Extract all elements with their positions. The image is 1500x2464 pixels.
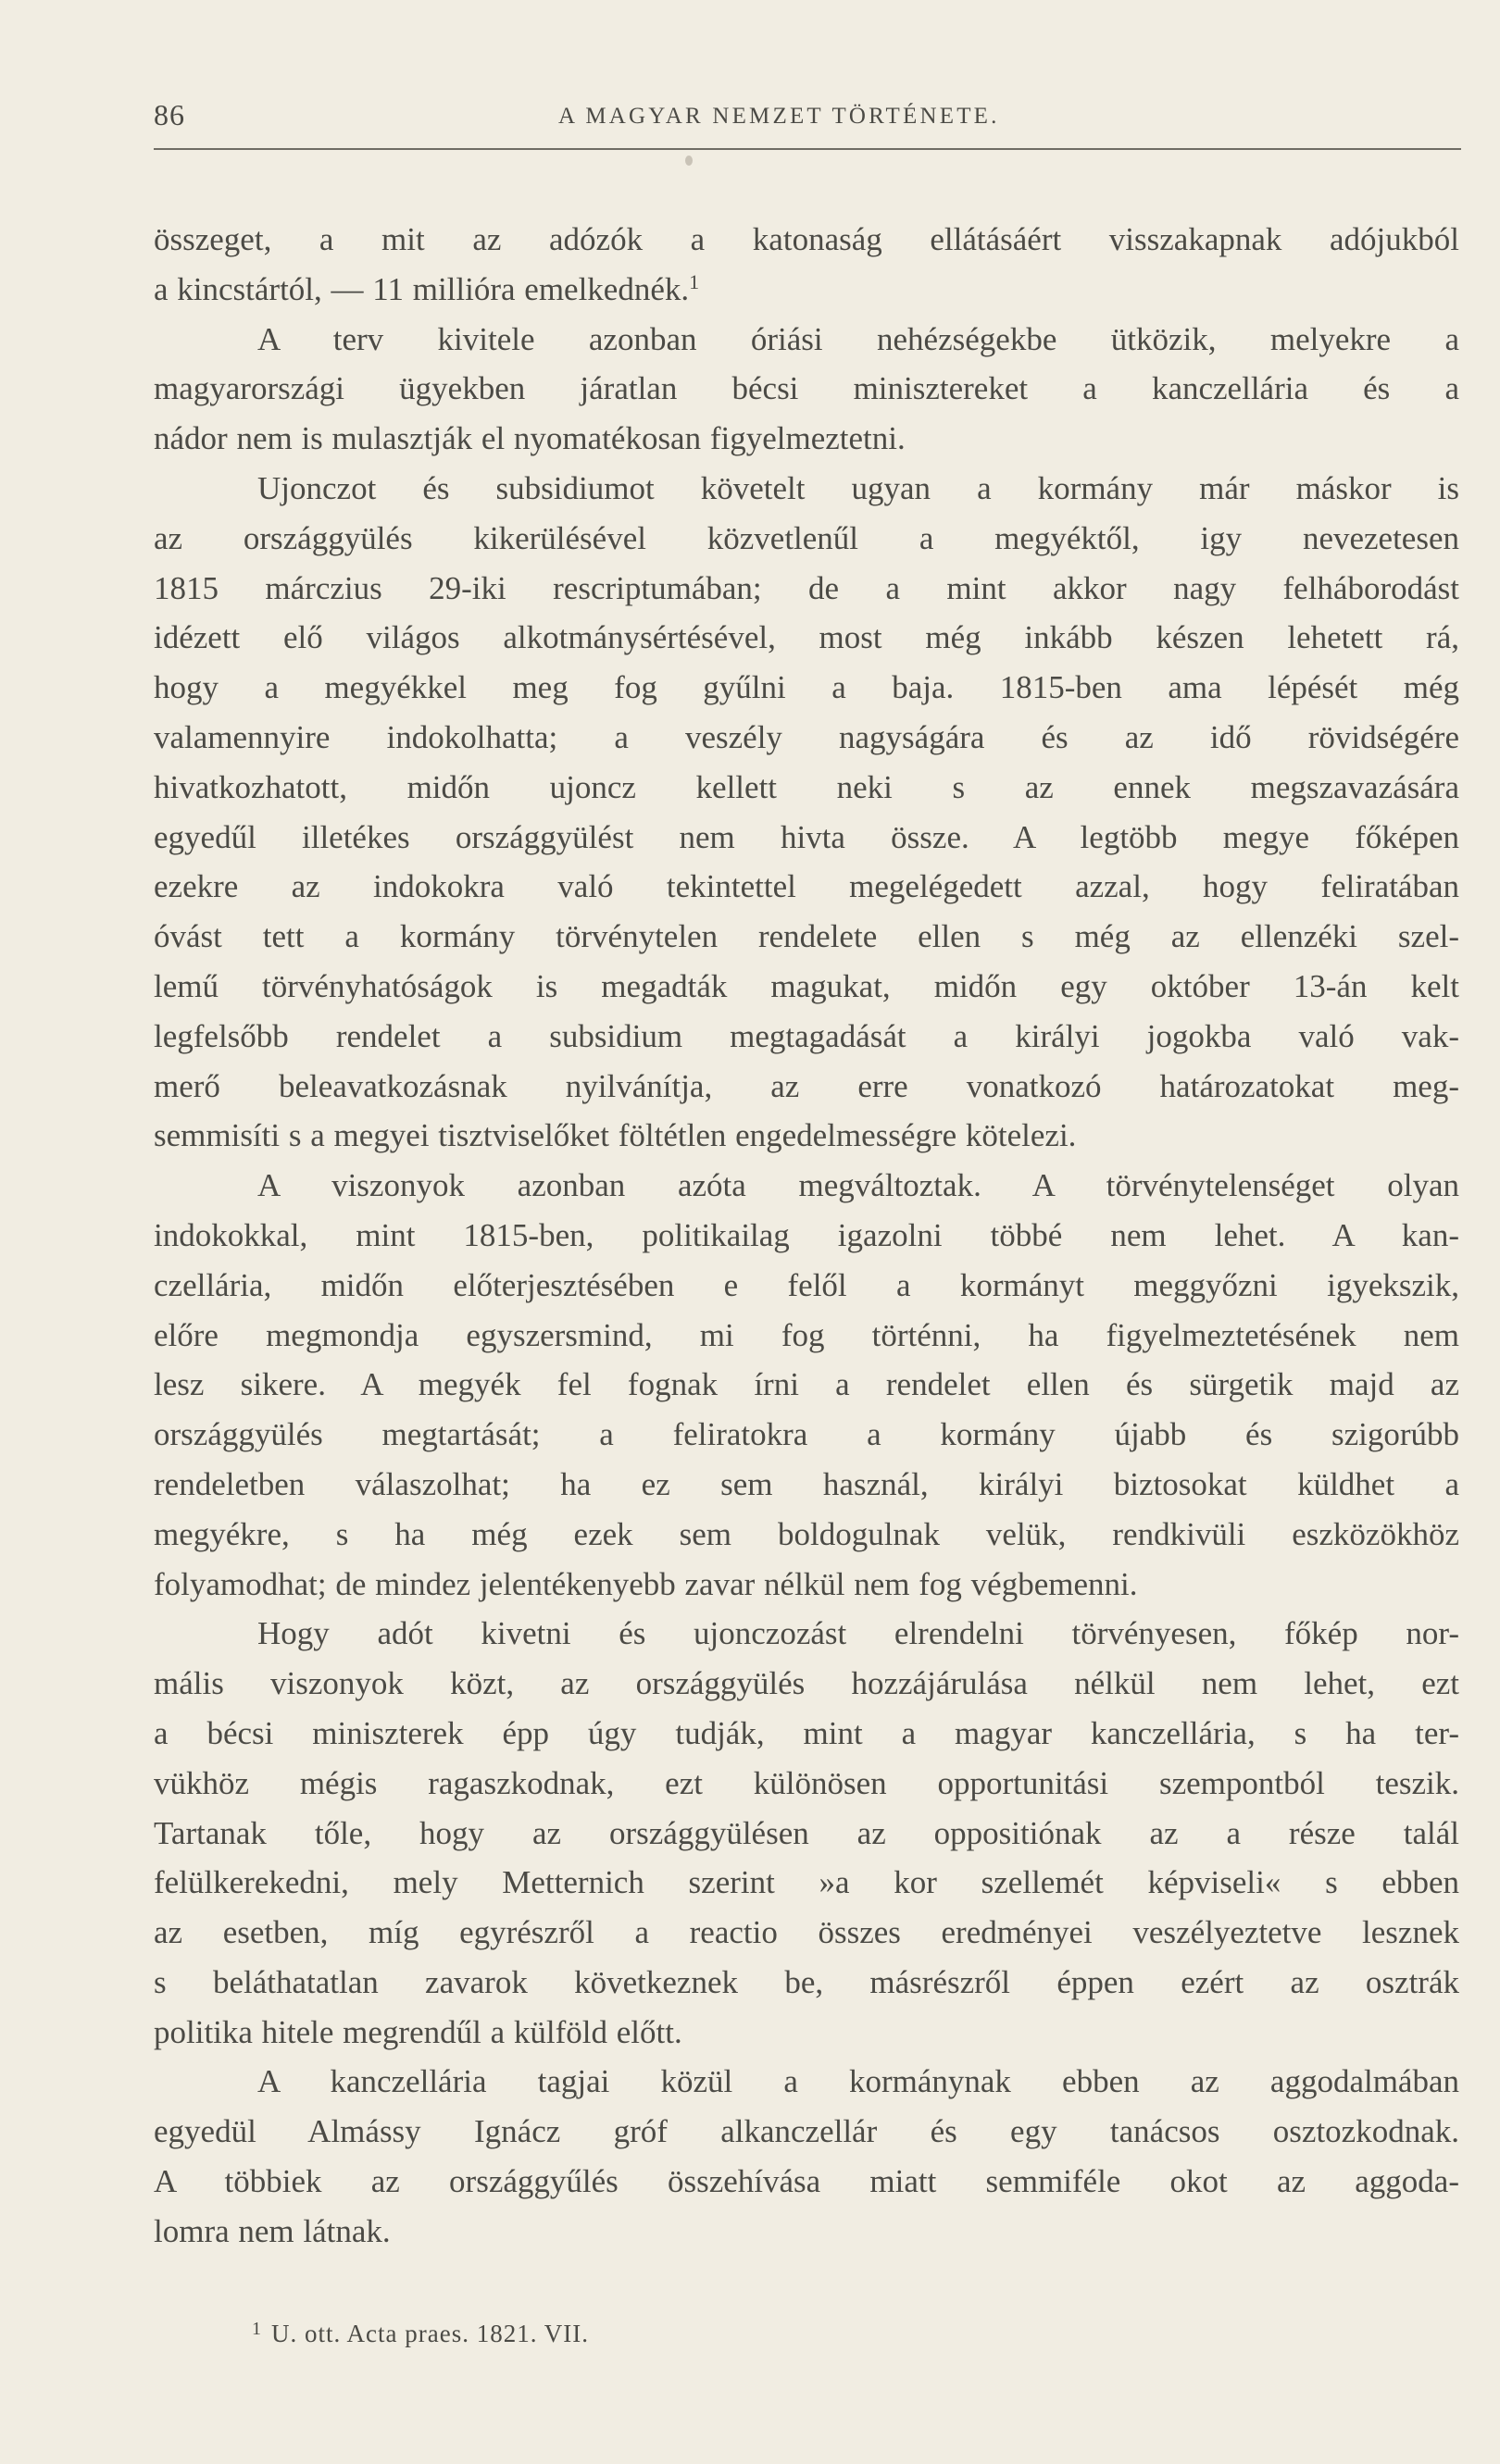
text-line: lesz sikere. A megyék fel fognak írni a rendelet ellen és sürgetik majd az xyxy=(154,1366,1459,1403)
text-line: A terv kivitele azonban óriási nehézségekbe ütközik, melyekre a xyxy=(257,320,1459,357)
text-line: összeget, a mit az adózók a katonaság ellátásáért visszakapnak adójukból xyxy=(154,221,1459,257)
text-line: czellária, midőn előterjesztésében e felől a kormányt meggyőzni igyekszik, xyxy=(154,1266,1459,1303)
text-line: mális viszonyok közt, az országgyülés hozzájárulása nélkül nem lehet, ezt xyxy=(154,1665,1459,1702)
text-line: megyékre, s ha még ezek sem boldogulnak velük, rendkivüli eszközökhöz xyxy=(154,1515,1459,1552)
footnote-mark: 1 xyxy=(252,2319,262,2339)
text-line: hivatkozhatott, midőn ujoncz kellett neki s az ennek megszavazására xyxy=(154,768,1459,805)
body-text xyxy=(154,215,1459,2257)
text-line: országgyülés megtartását; a feliratokra a kormány újabb és szigorúbb xyxy=(154,1416,1459,1453)
running-header xyxy=(154,96,1461,150)
running-title: A MAGYAR NEMZET TÖRTÉNETE. xyxy=(558,104,1000,129)
text-line: óvást tett a kormány törvénytelen rendelete ellen s még az ellenzéki szel- xyxy=(154,918,1459,955)
text-line: egyedül Almássy Ignácz gróf alkanczellár és egy tanácsos osztozkodnak. xyxy=(154,2113,1459,2150)
text-line: semmisíti s a megyei tisztviselőket föltétlen engedelmességre kötelezi. xyxy=(154,1117,1077,1154)
text-line: ezekre az indokokra való tekintettel megelégedett azzal, hogy feliratában xyxy=(154,868,1459,905)
text-line: hogy a megyékkel meg fog gyűlni a baja. 1815-ben ama lépését még xyxy=(154,669,1459,706)
text-line: indokokkal, mint 1815-ben, politikailag igazolni többé nem lehet. A kan- xyxy=(154,1216,1459,1253)
text-line: Hogy adót kivetni és ujonczozást elrendelni törvényesen, főkép nor- xyxy=(257,1615,1459,1652)
text-line: lemű törvényhatóságok is megadták magukat, midőn egy október 13-án kelt xyxy=(154,967,1459,1004)
text-line: vükhöz mégis ragaszkodnak, ezt különösen opportunitási szempontból teszik. xyxy=(154,1764,1459,1801)
text-line: s beláthatatlan zavarok következnek be, másrészről éppen ezért az osztrák xyxy=(154,1963,1459,2000)
text-line: legfelsőbb rendelet a subsidium megtagadását a királyi jogokba való vak- xyxy=(154,1017,1459,1054)
footnote xyxy=(252,2319,589,2348)
text-line: Tartanak tőle, hogy az országgyülésen az oppositiónak az a része talál xyxy=(154,1814,1459,1851)
text-line: idézett elő világos alkotmánysértésével, most még inkább készen lehetett rá, xyxy=(154,619,1459,656)
text-line: az esetben, míg egyrészről a reactio összes eredményei veszélyeztetve lesznek xyxy=(154,1914,1459,1951)
text-line: előre megmondja egyszersmind, mi fog történni, ha figyelmeztetésének nem xyxy=(154,1316,1459,1353)
text-line: lomra nem látnak. xyxy=(154,2212,391,2249)
page-number: 86 xyxy=(154,98,185,131)
text-line: rendeletben válaszolhat; ha ez sem használ, királyi biztosokat küldhet a xyxy=(154,1465,1459,1502)
text-line: magyarországi ügyekben járatlan bécsi minisztereket a kanczellária és a xyxy=(154,370,1459,407)
text-line: egyedűl illetékes országgyülést nem hivta össze. A legtöbb megye főképen xyxy=(154,818,1459,855)
footnote-reference: 1 xyxy=(689,269,700,293)
footnote-text: U. ott. Acta praes. 1821. VII. xyxy=(271,2320,589,2347)
text-line: felülkerekedni, mely Metternich szerint »a kor szellemét képviseli« s ebben xyxy=(154,1864,1459,1901)
text-line-content: a kincstártól, — 11 millióra emelkednék. xyxy=(154,270,690,307)
text-line xyxy=(154,265,1459,315)
text-line: merő beleavatkozásnak nyilvánítja, az erre vonatkozó határozatokat meg- xyxy=(154,1067,1459,1104)
text-line: az országgyülés kikerülésével közvetlenűl a megyéktől, igy nevezetesen xyxy=(154,519,1459,556)
text-line: folyamodhat; de mindez jelentékenyebb zavar nélkül nem fog végbemenni. xyxy=(154,1565,1138,1602)
text-line: A viszonyok azonban azóta megváltoztak. A törvénytelenséget olyan xyxy=(257,1167,1459,1204)
text-line: politika hitele megrendűl a külföld előtt. xyxy=(154,2013,682,2050)
text-line: A többiek az országgyűlés összehívása miatt semmiféle okot az aggoda- xyxy=(154,2163,1459,2200)
text-line: 1815 márczius 29-iki rescriptumában; de a mint akkor nagy felháborodást xyxy=(154,569,1459,606)
text-line: A kanczellária tagjai közül a kormánynak ebben az aggodalmában xyxy=(257,2063,1459,2100)
paper-speck xyxy=(685,156,693,166)
text-line: valamennyire indokolhatta; a veszély nagyságára és az idő rövidségére xyxy=(154,718,1459,755)
text-line: Ujonczot és subsidiumot követelt ugyan a kormány már máskor is xyxy=(257,469,1459,506)
text-line: nádor nem is mulasztják el nyomatékosan figyelmeztetni. xyxy=(154,420,906,457)
text-line: a bécsi miniszterek épp úgy tudják, mint a magyar kanczellária, s ha ter- xyxy=(154,1714,1459,1751)
